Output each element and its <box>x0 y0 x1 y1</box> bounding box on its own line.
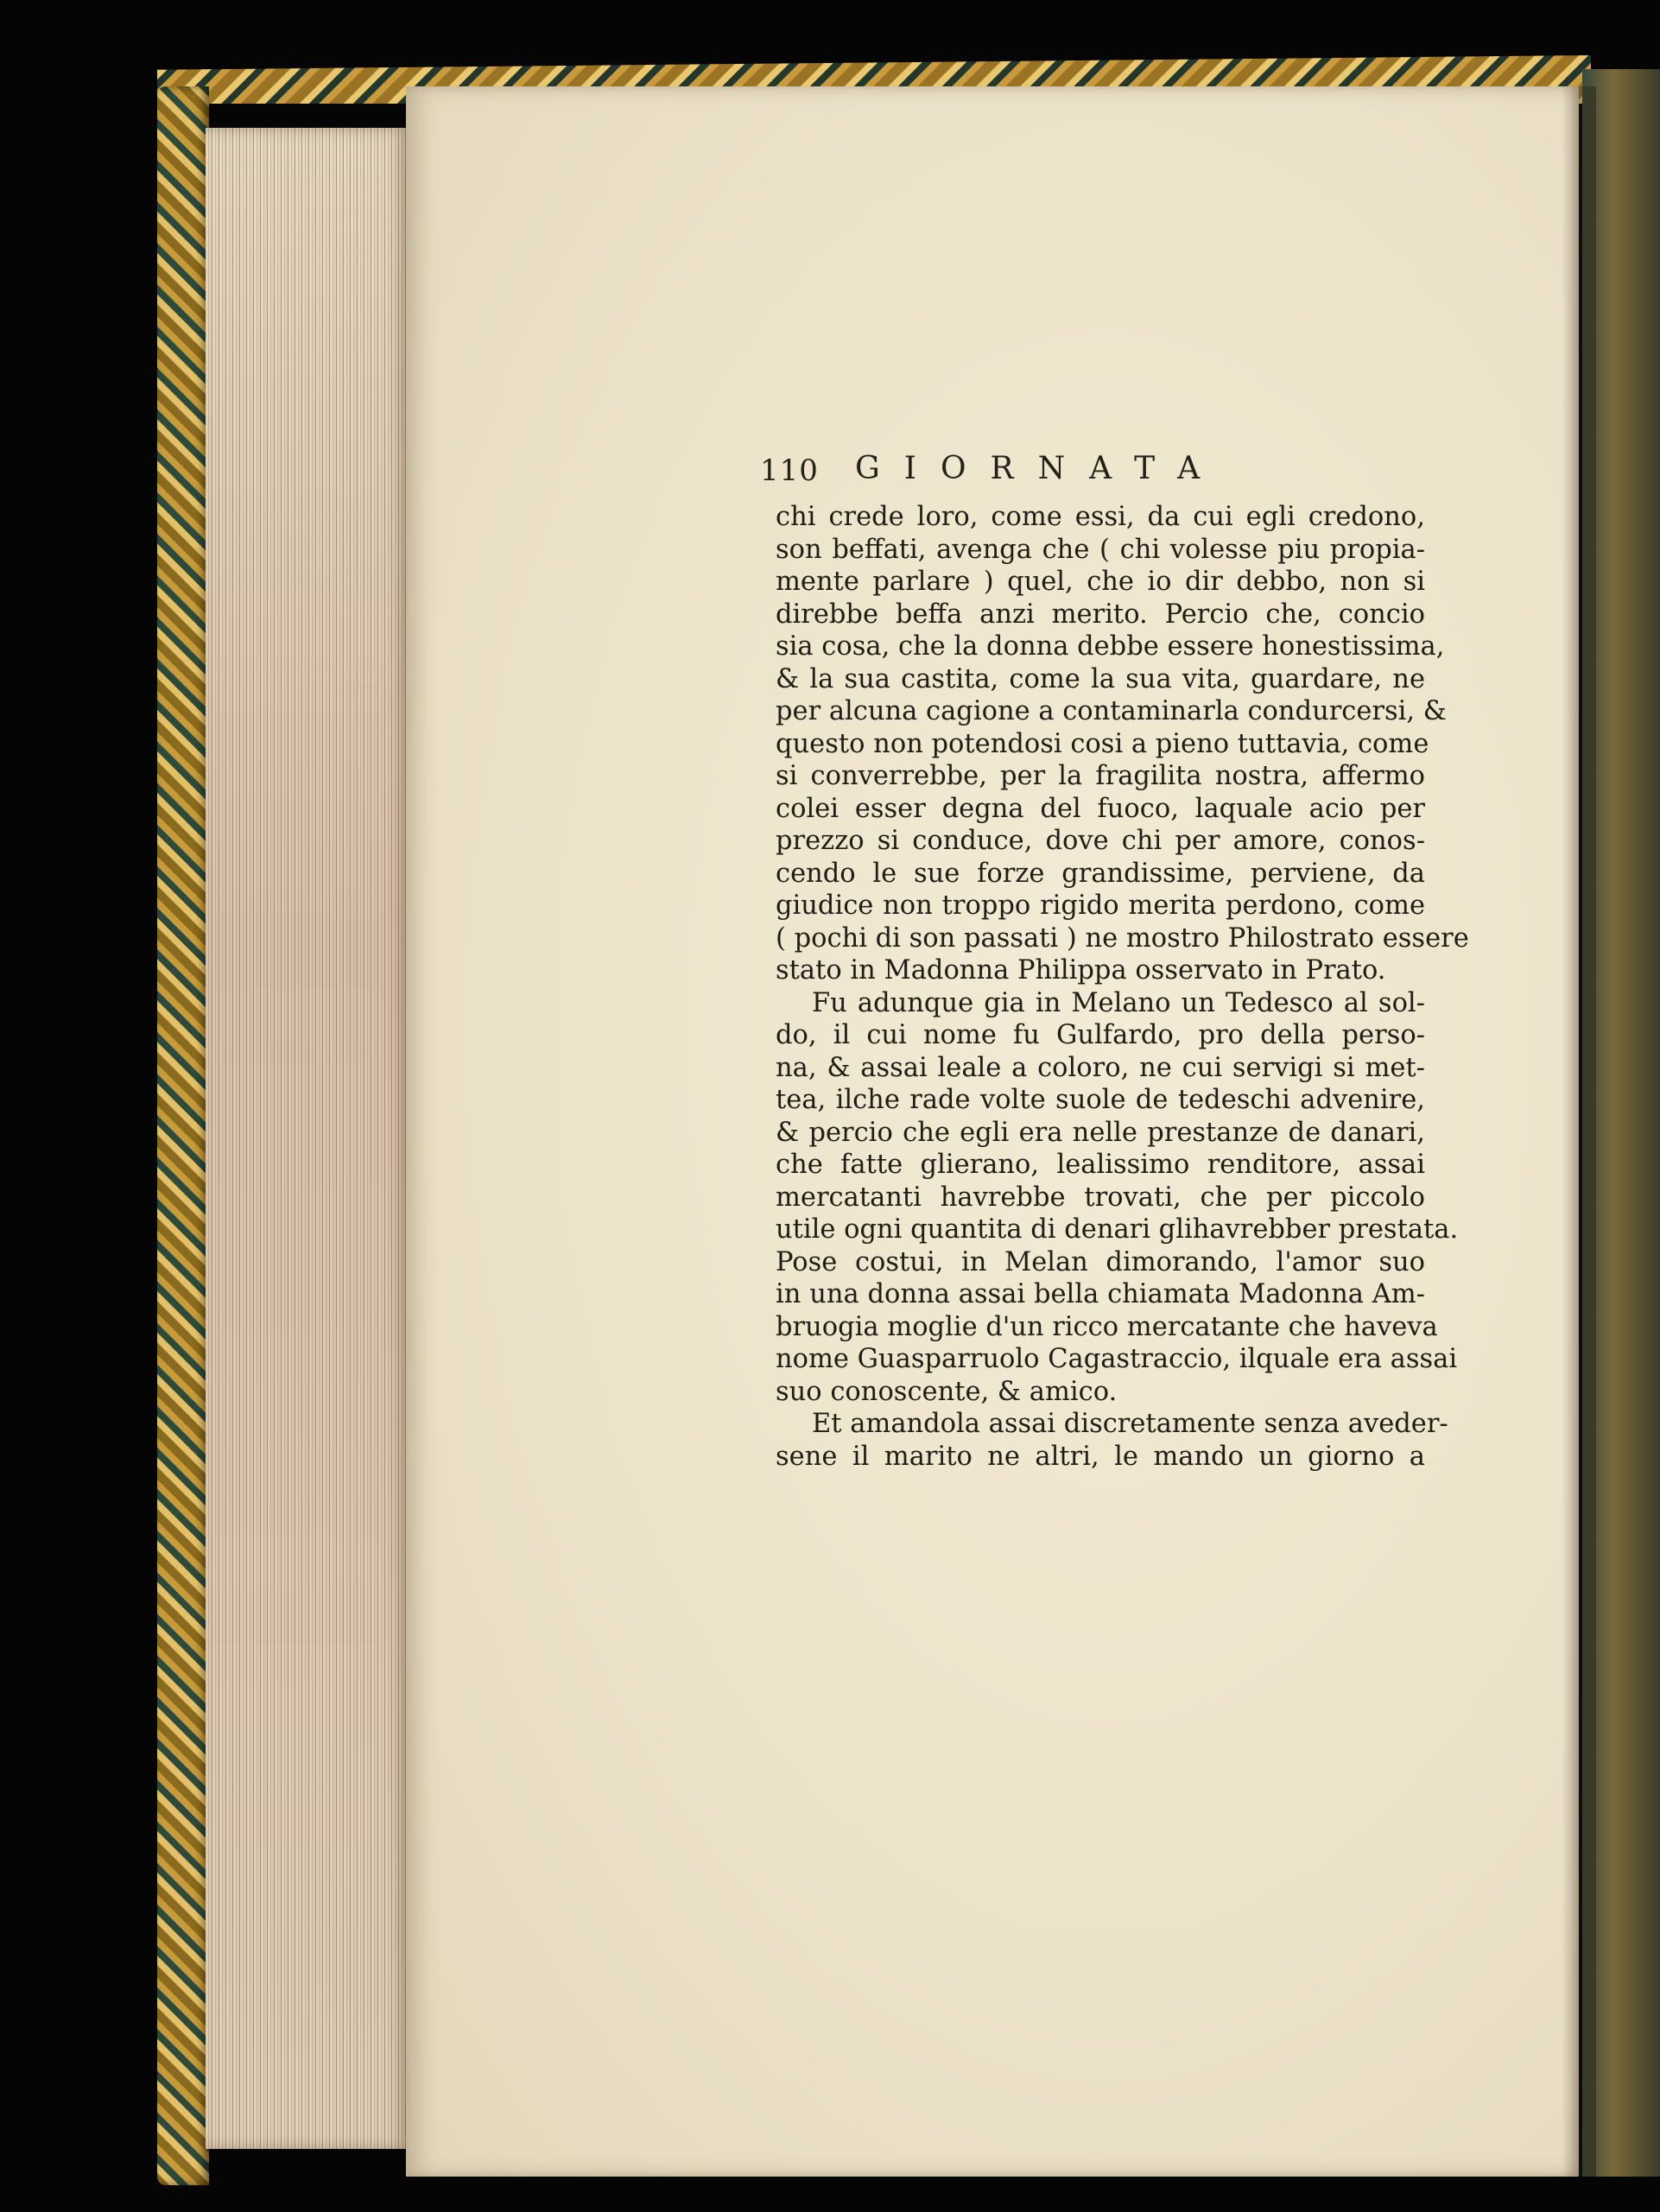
text-line: Pose costui, in Melan dimorando, l'amor suo <box>776 1246 1425 1277</box>
text-line: utile ogni quantita di denari glihavrebber prestata. <box>776 1214 1459 1245</box>
gutter-shadow <box>1562 86 1596 2177</box>
page-edges-stack <box>206 128 409 2149</box>
text-line: na, & assai leale a coloro, ne cui servigi si met- <box>776 1052 1425 1083</box>
text-line: in una donna assai bella chiamata Madonna Am- <box>776 1279 1425 1309</box>
text-line: colei esser degna del fuoco, laquale acio per <box>776 793 1425 824</box>
text-line: nome Guasparruolo Cagastraccio, ilquale era assai <box>776 1344 1458 1374</box>
text-line: suo conoscente, & amico. <box>776 1376 1118 1407</box>
text-line: stato in Madonna Philippa osservato in Prato. <box>776 955 1386 986</box>
text-line: questo non potendosi cosi a pieno tuttavia, come <box>776 728 1429 759</box>
text-line: sia cosa, che la donna debbe essere honestissima, <box>776 631 1445 662</box>
text-line: bruogia moglie d'un ricco mercatante che haveva <box>776 1311 1438 1342</box>
text-line: cendo le sue forze grandissime, perviene, da <box>776 858 1425 889</box>
paragraph-2 <box>776 987 1459 1409</box>
text-line: prezzo si conduce, dove chi per amore, conos- <box>776 826 1425 856</box>
text-line: & percio che egli era nelle prestanze de danari, <box>776 1117 1425 1148</box>
paragraph-1 <box>776 501 1469 987</box>
text-line: Fu adunque gia in Melano un Tedesco al sol- <box>812 987 1425 1018</box>
page-number: 110 <box>760 453 819 488</box>
text-line: chi crede loro, come essi, da cui egli credono, <box>776 502 1425 532</box>
text-line: che fatte glierano, lealissimo renditore, assai <box>776 1150 1425 1180</box>
running-head: GIORNATA <box>855 451 1225 486</box>
text-line: per alcuna cagione a contaminarla condurcersi, & <box>776 696 1447 726</box>
text-line: direbbe beffa anzi merito. Percio che, concio <box>776 599 1425 630</box>
text-line: Et amandola assai discretamente senza aveder- <box>812 1409 1448 1439</box>
text-line: mercatanti havrebbe trovati, che per piccolo <box>776 1182 1425 1213</box>
body-text <box>776 501 1469 1473</box>
text-line: ( pochi di son passati ) ne mostro Philostrato essere <box>776 922 1469 954</box>
text-line: & la sua castita, come la sua vita, guardare, ne <box>776 663 1425 694</box>
text-line: tea, ilche rade volte suole de tedeschi advenire, <box>776 1085 1425 1115</box>
paragraph-3 <box>776 1408 1448 1473</box>
text-line: si converrebbe, per la fragilita nostra, affermo <box>776 761 1425 791</box>
text-line: son beffati, avenga che ( chi volesse piu propia- <box>776 534 1425 565</box>
text-line: giudice non troppo rigido merita perdono, come <box>776 891 1425 921</box>
text-line: sene il marito ne altri, le mando un giorno a <box>776 1441 1425 1472</box>
text-line: mente parlare ) quel, che io dir debbo, non si <box>776 567 1425 597</box>
gilt-cover-left-edge <box>157 86 209 2185</box>
text-line: do, il cui nome fu Gulfardo, pro della perso- <box>776 1020 1425 1050</box>
